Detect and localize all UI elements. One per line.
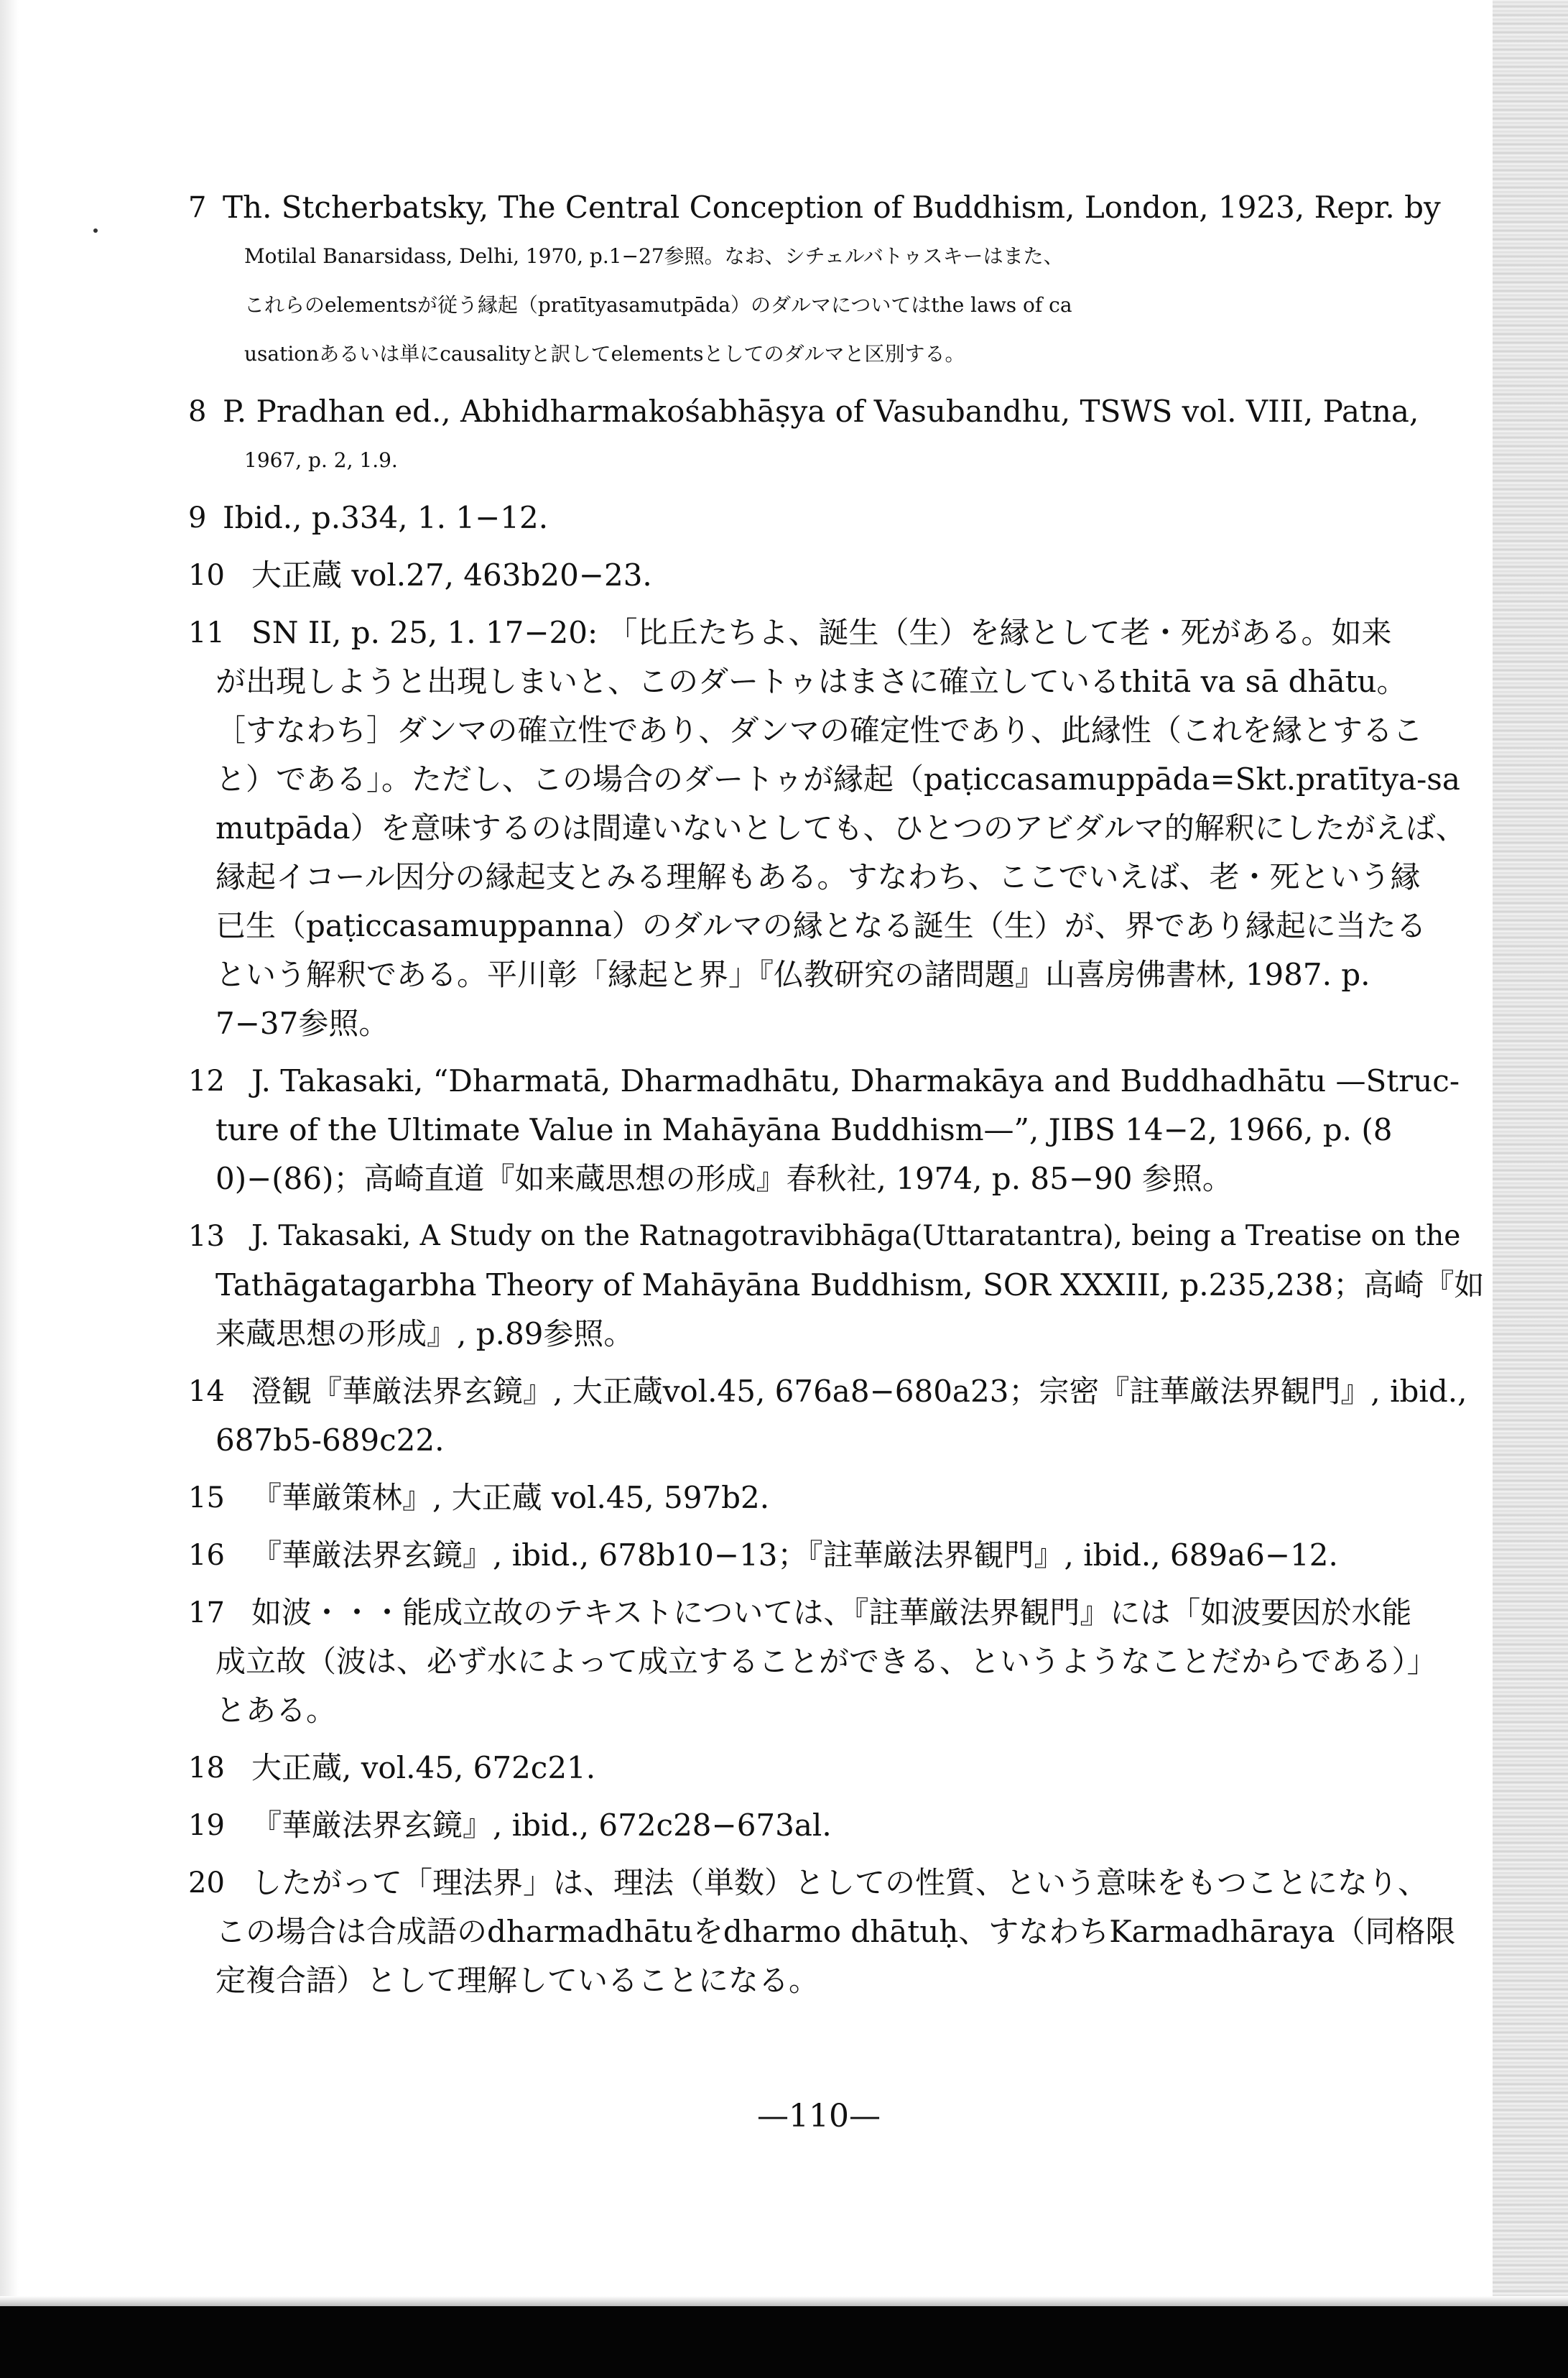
note-line: 『華厳策林』, 大正蔵 vol.45, 597b2.: [251, 1480, 770, 1515]
note-12: [188, 1057, 1488, 1203]
note-number: 13: [188, 1220, 225, 1253]
note-20: [188, 1859, 1488, 2005]
note-line: 7−37参照。: [215, 1006, 389, 1041]
note-line: 『華厳法界玄鏡』, ibid., 678b10−13；『註華厳法界観門』, ibid., 689a6−12.: [251, 1537, 1338, 1573]
note-7: [188, 183, 1488, 379]
note-line: 大正蔵 vol.27, 463b20−23.: [251, 558, 652, 593]
note-number: 11: [188, 616, 225, 649]
note-line: P. Pradhan ed., Abhidharmakośabhāṣya of Vasubandhu, TSWS vol. VIII, Patna,: [223, 394, 1419, 429]
note-number: 8: [188, 395, 207, 428]
note-number: 15: [188, 1481, 225, 1514]
note-14: [188, 1367, 1488, 1465]
note-line: 大正蔵, vol.45, 672c21.: [251, 1750, 596, 1785]
note-number: 10: [188, 559, 225, 592]
note-line: SN II, p. 25, 1. 17−20: 「比丘たちよ、誕生（生）を縁として老・死がある。如来: [251, 615, 1392, 650]
note-13: [188, 1212, 1488, 1359]
note-line: mutpāda）を意味するのは間違いないとしても、ひとつのアビダルマ的解釈にしたがえば、: [215, 810, 1466, 846]
endnotes: [188, 183, 1488, 2014]
scan-bottom-border: [0, 2306, 1568, 2378]
note-number: 14: [188, 1375, 225, 1408]
note-line: が出現しようと出現しまいと、このダートゥはまさに確立しているthitā va sā dhātu。: [215, 664, 1407, 699]
note-line: という解釈である。平川彰「縁起と界」『仏教研究の諸問題』山喜房佛書林, 1987. p.: [215, 957, 1370, 992]
note-8: [188, 387, 1488, 485]
note-line: J. Takasaki, “Dharmatā, Dharmadhātu, Dharmakāya and Buddhadhātu —Struc-: [251, 1063, 1460, 1098]
note-16: [188, 1531, 1488, 1580]
note-line: Tathāgatagarbha Theory of Mahāyāna Buddhism, SOR XXXIII, p.235,238；高崎『如: [215, 1267, 1485, 1303]
note-line: 縁起イコール因分の縁起支とみる理解もある。すなわち、ここでいえば、老・死という縁: [215, 859, 1421, 894]
note-line: Motilal Banarsidass, Delhi, 1970, p.1−27参照。なお、シチェルバトゥスキーはまた、: [244, 244, 1064, 268]
note-line: とある。: [215, 1693, 337, 1728]
note-line: これらのelementsが従う縁起（pratītyasamutpāda）のダルマについてはthe laws of ca: [244, 293, 1072, 317]
note-11: [188, 609, 1488, 1048]
note-line: J. Takasaki, A Study on the Ratnagotravibhāga(Uttaratantra), being a Treatise on the: [251, 1220, 1461, 1252]
note-line: ture of the Ultimate Value in Mahāyāna Buddhism—”, JIBS 14−2, 1966, p. (8: [215, 1112, 1393, 1147]
note-line: この場合は合成語のdharmadhātuをdharmo dhātuḥ、すなわちKarmadhāraya（同格限: [215, 1914, 1456, 1949]
page-number: —110—: [757, 2098, 881, 2134]
note-line: 成立故（波は、必ず水によって成立することができる、というようなことだからである）」: [215, 1644, 1437, 1679]
note-number: 7: [188, 191, 207, 224]
note-line: 定複合語）として理解していることになる。: [215, 1963, 820, 1998]
note-line: したがって「理法界」は、理法（単数）としての性質、という意味をもつことになり、: [251, 1865, 1429, 1900]
note-line: 已生（paṭiccasamuppanna）のダルマの縁となる誕生（生）が、界であり縁起に当たる: [215, 908, 1426, 943]
note-9: [188, 494, 1488, 542]
scan-shadow: [0, 2296, 1568, 2306]
note-number: 16: [188, 1539, 225, 1572]
note-line: 『華厳法界玄鏡』, ibid., 672c28−673al.: [251, 1808, 832, 1843]
note-line: と）である」。ただし、この場合のダートゥが縁起（paṭiccasamuppāda=Skt.pratītya-sa: [215, 762, 1460, 797]
note-10: [188, 551, 1488, 600]
note-line: ［すなわち］ダンマの確立性であり、ダンマの確定性であり、此縁性（これを縁とするこ: [215, 713, 1423, 748]
stray-mark: [93, 228, 98, 233]
note-line: 如波・・・能成立故のテキストについては、『註華厳法界観門』には「如波要因於水能: [251, 1595, 1412, 1630]
note-19: [188, 1801, 1488, 1850]
note-line: usationあるいは単にcausalityと訳してelementsとしてのダルマと区別する。: [244, 342, 965, 366]
note-line: 687b5-689c22.: [215, 1422, 445, 1458]
note-line: 来蔵思想の形成』, p.89参照。: [215, 1316, 634, 1351]
note-18: [188, 1744, 1488, 1792]
note-number: 12: [188, 1065, 225, 1098]
note-number: 9: [188, 501, 207, 535]
note-number: 17: [188, 1596, 225, 1629]
note-line: 澄観『華厳法界玄鏡』, 大正蔵vol.45, 676a8−680a23；宗密『註華厳法界観門』, ibid.,: [251, 1374, 1467, 1409]
note-line: Ibid., p.334, 1. 1−12.: [223, 500, 549, 535]
note-line: 1967, p. 2, 1.9.: [244, 448, 398, 472]
note-number: 20: [188, 1866, 225, 1900]
note-line: Th. Stcherbatsky, The Central Conception of Buddhism, London, 1923, Repr. by: [223, 190, 1441, 225]
note-line: 0)−(86)；高崎直道『如来蔵思想の形成』春秋社, 1974, p. 85−90 参照。: [215, 1161, 1233, 1196]
note-17: [188, 1588, 1488, 1735]
scan-right-edge: [1493, 0, 1568, 2378]
note-number: 18: [188, 1752, 225, 1785]
note-number: 19: [188, 1809, 225, 1842]
note-15: [188, 1473, 1488, 1522]
scan-left-edge: [0, 0, 19, 2378]
